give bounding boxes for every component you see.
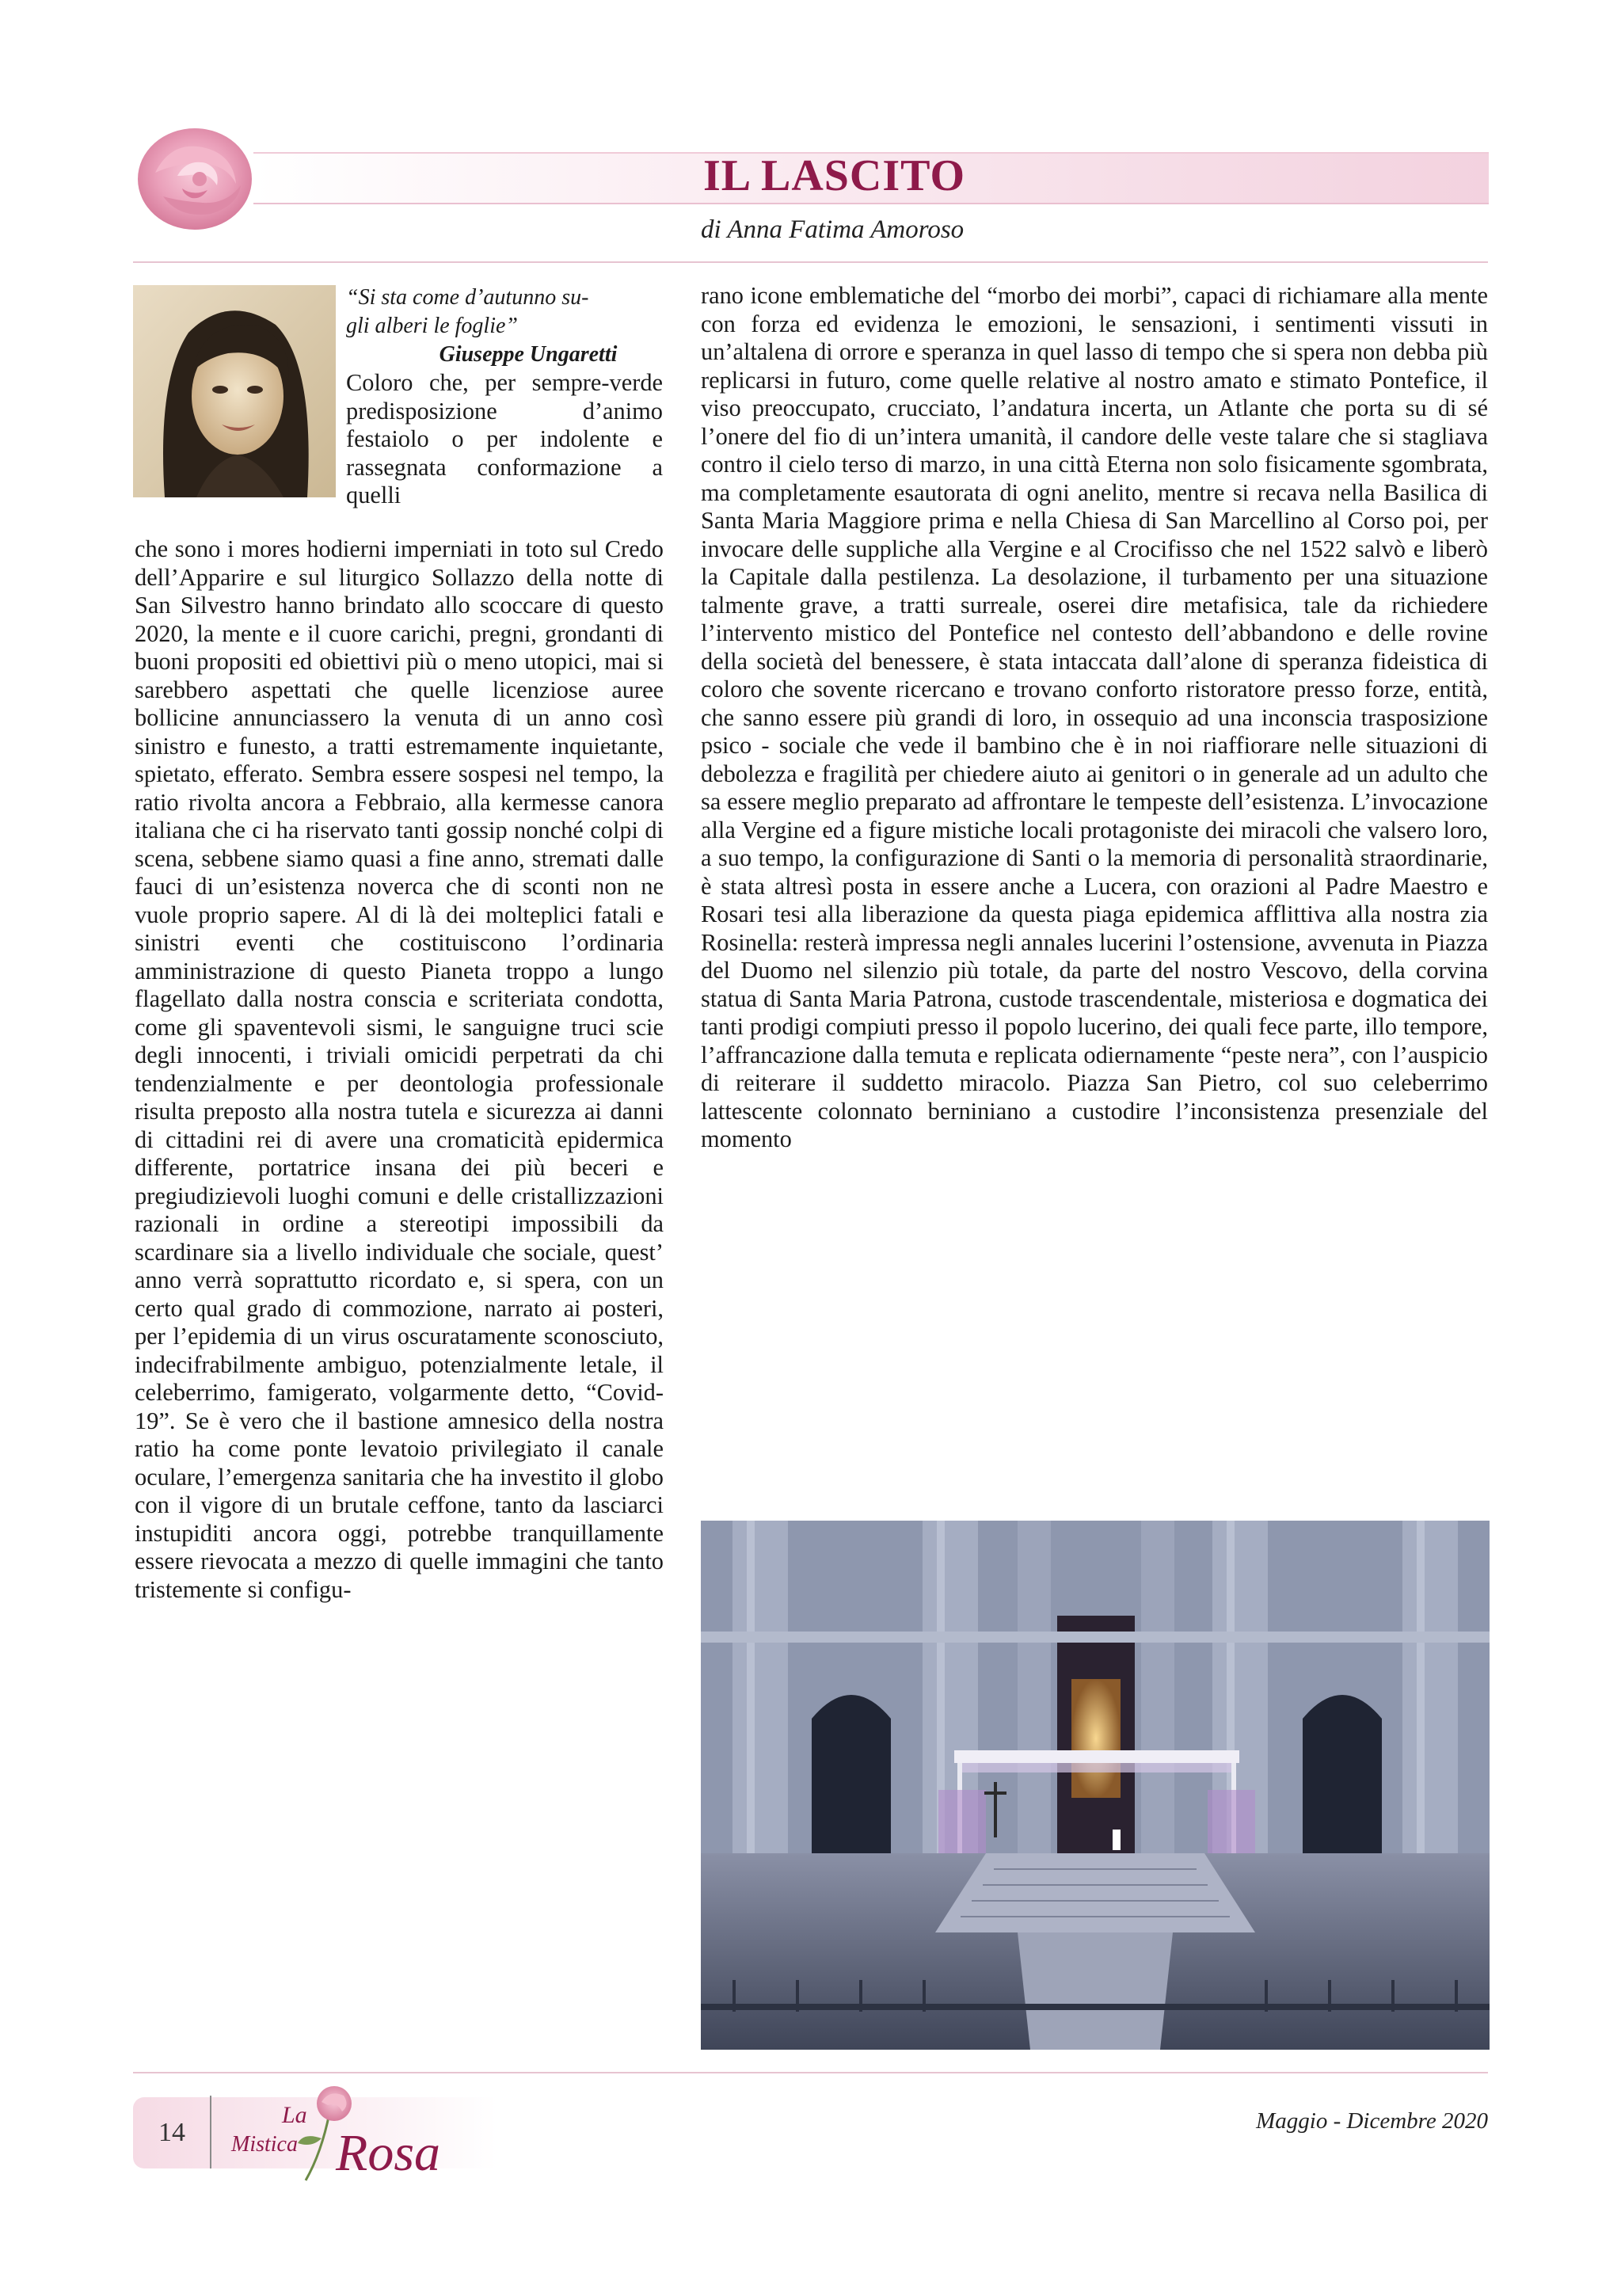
header-divider [133,261,1488,263]
epigraph-author: Giuseppe Ungaretti [439,342,618,367]
epigraph-line: gli alberi le foglie” [346,314,518,338]
logo-word: La [282,2102,307,2128]
page-number: 14 [158,2118,185,2147]
logo-word: Mistica [231,2132,298,2157]
issue-date: Maggio - Dicembre 2020 [1256,2108,1488,2134]
article-byline: di Anna Fatima Amoroso [701,215,965,244]
author-portrait [133,285,336,497]
magazine-logo [203,2081,488,2184]
right-column-text: rano icone emblematiche del “morbo dei morbi”, capaci di richiamare alla mente con forza ed evidenza le emozioni, le sensazioni, i sentimenti vissuti in un’altalena di orrore e speranza in quel lasso di tempo che si spera non debba più replicarsi in futuro, come quelle relative al nostro amato e stimato Pontefice, il viso preoccupato, crucciato, l’andatura incerta, un Atlante che porta su di sé l’onere del fio di un’intera umanità, il candore delle veste talare che si stagliava contro il cielo terso di marzo, in una città Eterna non solo fisicamente sgombrata, ma completamente esautorata di ogni anelito, mentre si recava nella Basilica di Santa Maria Maggiore prima e nella Chiesa di San Marcellino al Corso poi, per invocare delle suppliche alla Vergine e al Crocifisso che nel 1522 salvò e liberò la Capitale dalla pestilenza. La desolazione, il turbamento per una situazione talmente grave, a tratti surreale, oserei dire metafisica, tale da richiedere l’intervento mistico del Pontefice nel contesto dell’abbandono e delle rovine della società del benessere, è stata intaccata dall’alone di speranza fideistica di coloro che sovente ricercano e trovano conforto ristoratore presso forze, entità, che sanno essere più grandi di loro, in ossequio ad una inconscia trasposizione psico - sociale che vede il bambino che è in noi riaffiorare nelle situazioni di debolezza e fragilità per chiedere aiuto ai genitori o in generale ad un adulto che sa essere meglio preparato ad affrontare le tempeste dell’esistenza. L’invocazione alla Vergine ed a figure mistiche locali protagoniste dei miracoli che valsero loro, a suo tempo, la configurazione di Santi o la memoria di personalità straordinarie, è stata altresì posta in essere anche a Lucera, con orazioni al Padre Maestro e Rosari tesi alla liberazione da questa piaga epidemica afflittiva alla nostra zia Rosinella: resterà impressa negli annales lucerini l’ostensione, avvenuta in Piazza del Duomo nel silenzio più totale, da parte del nostro Vescovo, della corvina statua di Santa Maria Patrona, custode trascendentale, misteriosa e dogmatica dei tanti prodigi compiuti presso il popolo lucerino, dei quali fece parte, illo tempore, l’affrancazione dalla temuta e replicata odiernamente “peste nera”, con l’auspicio di reiterare il suddetto miracolo. Piazza San Pietro, col suo celeberrimo lattescente colonnato berniniano a custodire l’inconsistenza presenziale del momento [701,282,1488,1152]
opening-column [346,284,663,510]
article-title: IL LASCITO [702,151,966,200]
left-column-text: che sono i mores hodierni imperniati in toto sul Credo dell’Apparire e sul liturgico Sollazzo della notte di San Silvestro hanno brindato allo scoccare di questo 2020, la mente e il cuore carichi, pregni, grondanti di buoni propositi ed obiettivi più o meno utopici, mai si sarebbero aspettati che quelle licenziose auree bollicine annunciassero la venuta di un anno così sinistro e funesto, a tratti estremamente inquietante, spietato, efferato. Sembra essere sospesi nel tempo, la ratio rivolta ancora a Febbraio, alla kermesse canora italiana che ci ha riservato tanti gossip nonché colpi di scena, sebbene siamo quasi a fine anno, stremati dalle fauci di un’esistenza noverca che di sconti non ne vuole proprio sapere. Al di là dei molteplici fatali e sinistri eventi che costituiscono l’ordinaria amministrazione di questo Pianeta troppo a lungo flagellato dalla nostra conscia e scriteriata condotta, come gli spaventevoli sismi, le sanguigne truci scie degli innocenti, i triviali omicidi perpetrati da chi tendenzialmente e per deontologia professionale risulta preposto alla nostra tutela e sicurezza ai danni di cittadini rei di avere una cromaticità epidermica differente, portatrice insana dei più beceri e pregiudizievoli luoghi comuni e delle cristallizzazioni razionali in ordine a stereotipi impossibili da scardinare sia a livello individuale che sociale, quest’ anno verrà soprattutto ricordato e, si spera, con un certo qual grado di commozione, narrato ai posteri, per l’epidemia di un virus oscuratamente sconosciuto, indecifrabilmente ambiguo, potenzialmente letale, il celeberrimo, famigerato, volgarmente detto, “Covid- 19”. Se è vero che il bastione amnesico della nostra ratio ha come ponte levatoio privilegiato il canale oculare, l’emergenza sanitaria che ha investito il globo con il vigore di un brutale ceffone, tanto da lasciarci instupiditi ancora oggi, potrebbe tranquillamente essere rievocata a mezzo di quelle immagini che tanto tristemente si configu- [135,535,664,1603]
epigraph-line: “Si sta come d’autunno su- [346,285,589,310]
footer-divider [133,2072,1488,2073]
logo-word: Rosa [336,2124,440,2182]
opening-paragraph: Coloro che, per sempre-verde predisposizione d’animo festaiolo o per indolente e rassegnata conformazione a quelli [346,369,663,508]
basilica-photo [701,1521,1490,2050]
